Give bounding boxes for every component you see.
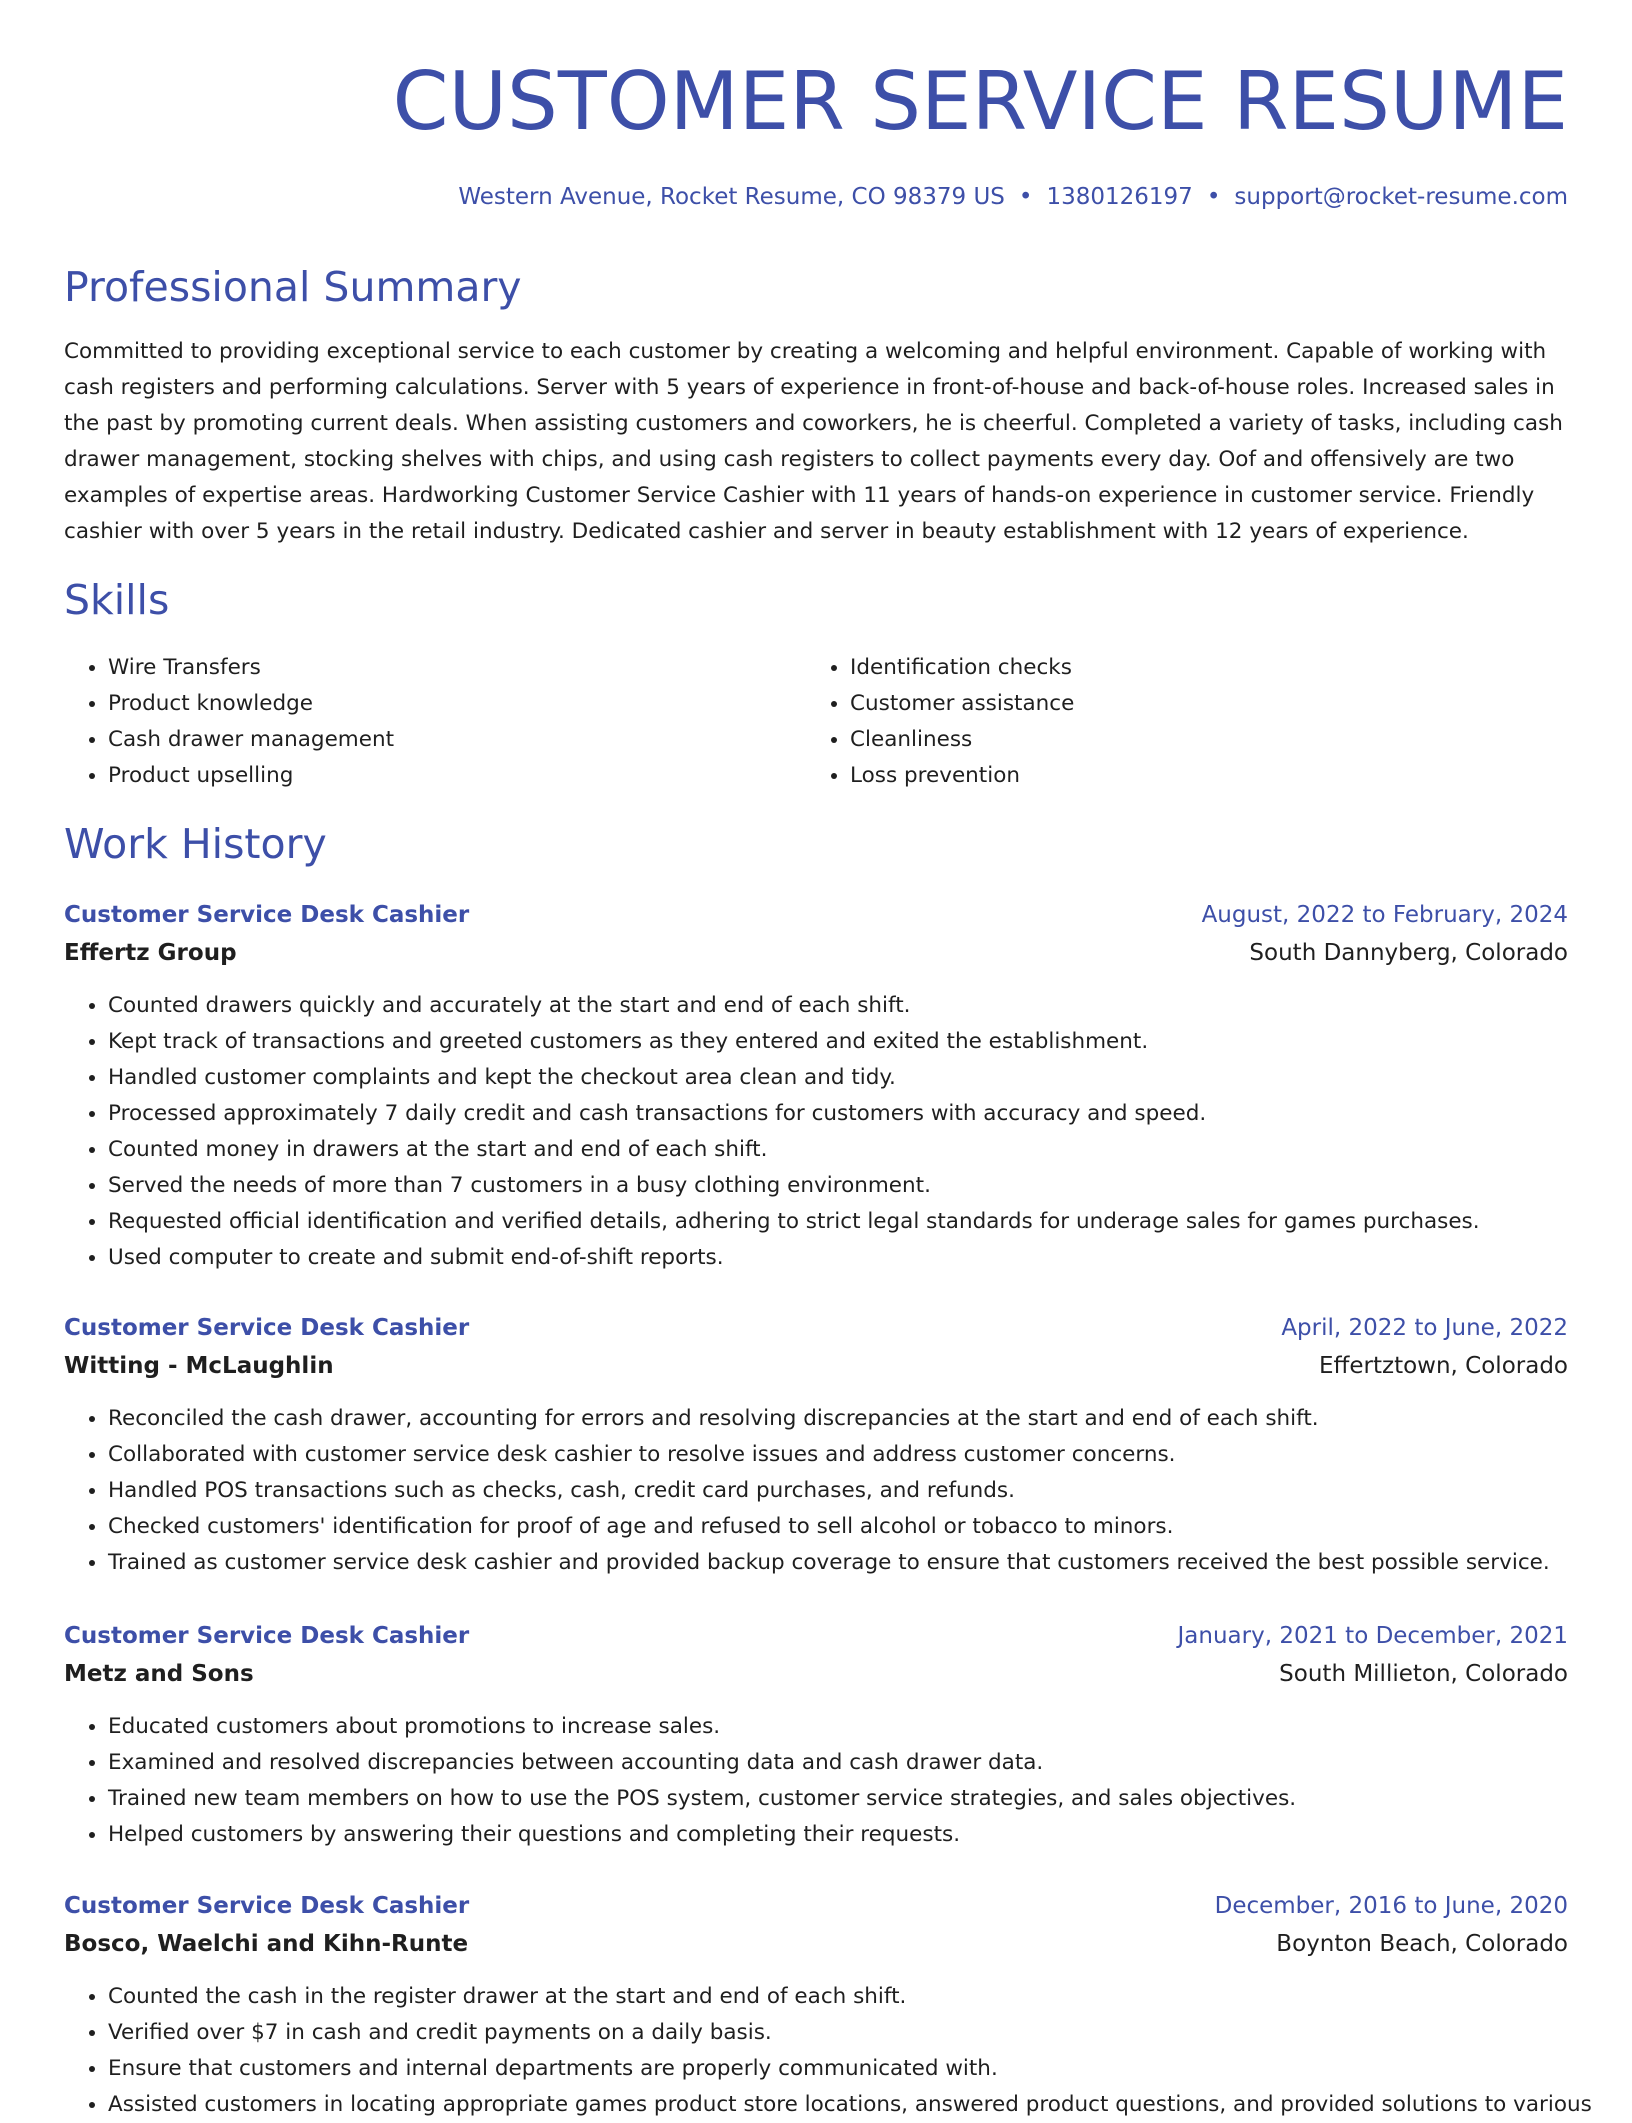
job-dates: April, 2022 to June, 2022 — [1281, 1315, 1568, 1341]
job-bullet: • Served the needs of more than 7 customers in a busy clothing environment. — [108, 1168, 1568, 1204]
job-bullet: • Counted the cash in the register drawer at the start and end of each shift. — [108, 1979, 1568, 2015]
job-title: Customer Service Desk Cashier — [64, 1315, 470, 1341]
contact-line — [458, 180, 1568, 214]
job-bullet: • Trained as customer service desk cashier and provided backup coverage to ensure that customers received the best possible service. — [108, 1545, 1568, 1581]
skills-heading: Skills — [64, 576, 170, 624]
skill-item: • Identification checks — [850, 650, 1074, 686]
job-title: Customer Service Desk Cashier — [64, 902, 470, 928]
job-bullet: • Processed approximately 7 daily credit and cash transactions for customers with accuracy and speed. — [108, 1096, 1568, 1132]
resume-title: CUSTOMER SERVICE RESUME — [392, 55, 1568, 148]
job-bullet: • Counted money in drawers at the start and end of each shift. — [108, 1132, 1568, 1168]
job-title: Customer Service Desk Cashier — [64, 1893, 470, 1919]
skills-column-1 — [64, 650, 394, 794]
summary-text: Committed to providing exceptional service to each customer by creating a welcoming and helpful environment. Capable of working with cash registers and performing calculations. Server with 5 years of experience in front-of-house and back-of-house roles. Increased sales in the past by promoting current deals. When assisting customers and coworkers, he is cheerful. Completed a variety of tasks, including cash drawer management, stocking shelves with chips, and using cash registers to collect payments every day. Oof and offensively are two examples of expertise areas. Hardworking Customer Service Cashier with 11 years of hands-on experience in customer service. Friendly cashier with over 5 years in the retail industry. Dedicated cashier and server in beauty establishment with 12 years of experience. — [64, 339, 1563, 544]
job-company: Metz and Sons — [64, 1661, 254, 1687]
job-company: Effertz Group — [64, 940, 237, 966]
contact-phone: 1380126197 — [1046, 184, 1193, 210]
job-bullet: • Checked customers' identification for proof of age and refused to sell alcohol or tobacco to minors. — [108, 1509, 1568, 1545]
contact-separator: • — [1206, 184, 1221, 210]
job-bullet: • Kept track of transactions and greeted customers as they entered and exited the establishment. — [108, 1024, 1568, 1060]
job-bullets — [64, 1401, 1568, 1581]
skill-item: • Product knowledge — [108, 686, 394, 722]
job-bullet: • Assisted customers in locating appropriate games product store locations, answered product questions, and provided solutions to various — [108, 2087, 1568, 2123]
skill-item: • Cash drawer management — [108, 722, 394, 758]
job-dates: December, 2016 to June, 2020 — [1214, 1893, 1568, 1919]
job-bullet: • Trained new team members on how to use the POS system, customer service strategies, and sales objectives. — [108, 1781, 1568, 1817]
job-location: South Dannyberg, Colorado — [1249, 940, 1568, 966]
contact-email[interactable]: support@rocket-resume.com — [1234, 184, 1568, 210]
skills-column-2 — [806, 650, 1074, 794]
job-bullet: • Educated customers about promotions to increase sales. — [108, 1709, 1568, 1745]
job-bullet: • Verified over $7 in cash and credit payments on a daily basis. — [108, 2015, 1568, 2051]
skill-item: • Loss prevention — [850, 758, 1074, 794]
job-bullet: • Reconciled the cash drawer, accounting for errors and resolving discrepancies at the start and end of each shift. — [108, 1401, 1568, 1437]
contact-separator: • — [1018, 184, 1033, 210]
job-location: South Millieton, Colorado — [1279, 1661, 1568, 1687]
job-bullet: • Handled customer complaints and kept the checkout area clean and tidy. — [108, 1060, 1568, 1096]
job-company: Bosco, Waelchi and Kihn-Runte — [64, 1931, 469, 1957]
job-bullet: • Requested official identification and verified details, adhering to strict legal standards for underage sales for games purchases. — [108, 1204, 1568, 1240]
job-bullets — [64, 1979, 1592, 2123]
job-bullets — [64, 988, 1568, 1276]
summary-heading: Professional Summary — [64, 263, 522, 311]
job-bullet: • Used computer to create and submit end-of-shift reports. — [108, 1240, 1568, 1276]
work-history-heading: Work History — [64, 820, 327, 868]
job-dates: January, 2021 to December, 2021 — [1177, 1623, 1568, 1649]
job-bullet: • Helped customers by answering their questions and completing their requests. — [108, 1817, 1568, 1853]
job-location: Boynton Beach, Colorado — [1276, 1931, 1568, 1957]
job-title: Customer Service Desk Cashier — [64, 1623, 470, 1649]
contact-address: Western Avenue, Rocket Resume, CO 98379 US — [458, 184, 1005, 210]
job-bullet: • Counted drawers quickly and accurately at the start and end of each shift. — [108, 988, 1568, 1024]
job-bullet: • Ensure that customers and internal departments are properly communicated with. — [108, 2051, 1568, 2087]
skill-item: • Cleanliness — [850, 722, 1074, 758]
job-location: Effertztown, Colorado — [1319, 1353, 1568, 1379]
job-bullet: • Examined and resolved discrepancies between accounting data and cash drawer data. — [108, 1745, 1568, 1781]
job-dates: August, 2022 to February, 2024 — [1201, 902, 1568, 928]
skill-item: • Product upselling — [108, 758, 394, 794]
skill-item: • Customer assistance — [850, 686, 1074, 722]
job-bullet: • Handled POS transactions such as checks, cash, credit card purchases, and refunds. — [108, 1473, 1568, 1509]
skill-item: • Wire Transfers — [108, 650, 394, 686]
job-bullet: • Collaborated with customer service desk cashier to resolve issues and address customer concerns. — [108, 1437, 1568, 1473]
job-company: Witting - McLaughlin — [64, 1353, 334, 1379]
job-bullets — [64, 1709, 1568, 1853]
